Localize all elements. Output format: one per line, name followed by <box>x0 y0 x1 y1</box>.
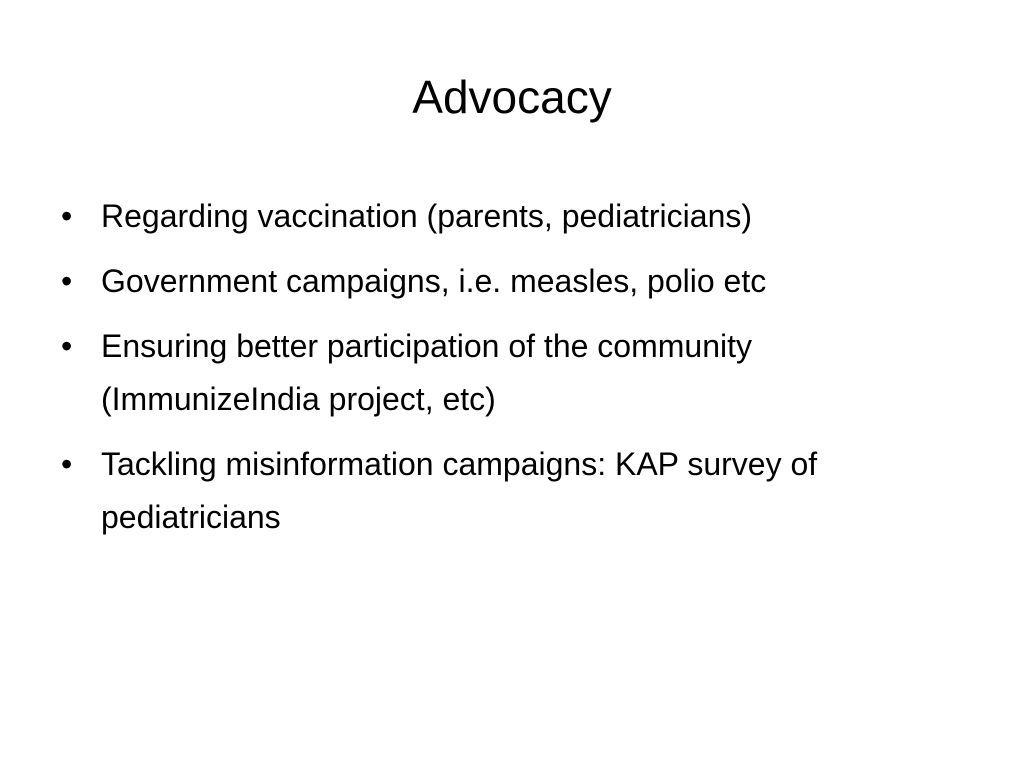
slide-title: Advocacy <box>412 71 612 123</box>
bullet-item <box>58 190 978 243</box>
bullet-text: Tackling misinformation campaigns: KAP survey of pediatricians <box>101 446 818 535</box>
bullet-dot-icon: • <box>61 263 73 299</box>
bullet-dot-icon: • <box>61 198 73 234</box>
bullet-item <box>58 320 978 426</box>
bullet-text: Ensuring better participation of the community (ImmunizeIndia project, etc) <box>101 328 752 417</box>
bullet-item <box>58 255 978 308</box>
bullet-list <box>58 190 978 556</box>
bullet-text: Regarding vaccination (parents, pediatricians) <box>101 198 753 234</box>
bullet-dot-icon: • <box>61 328 73 364</box>
bullet-text: Government campaigns, i.e. measles, polio etc <box>101 263 767 299</box>
bullet-item <box>58 438 978 544</box>
bullet-dot-icon: • <box>61 446 73 482</box>
